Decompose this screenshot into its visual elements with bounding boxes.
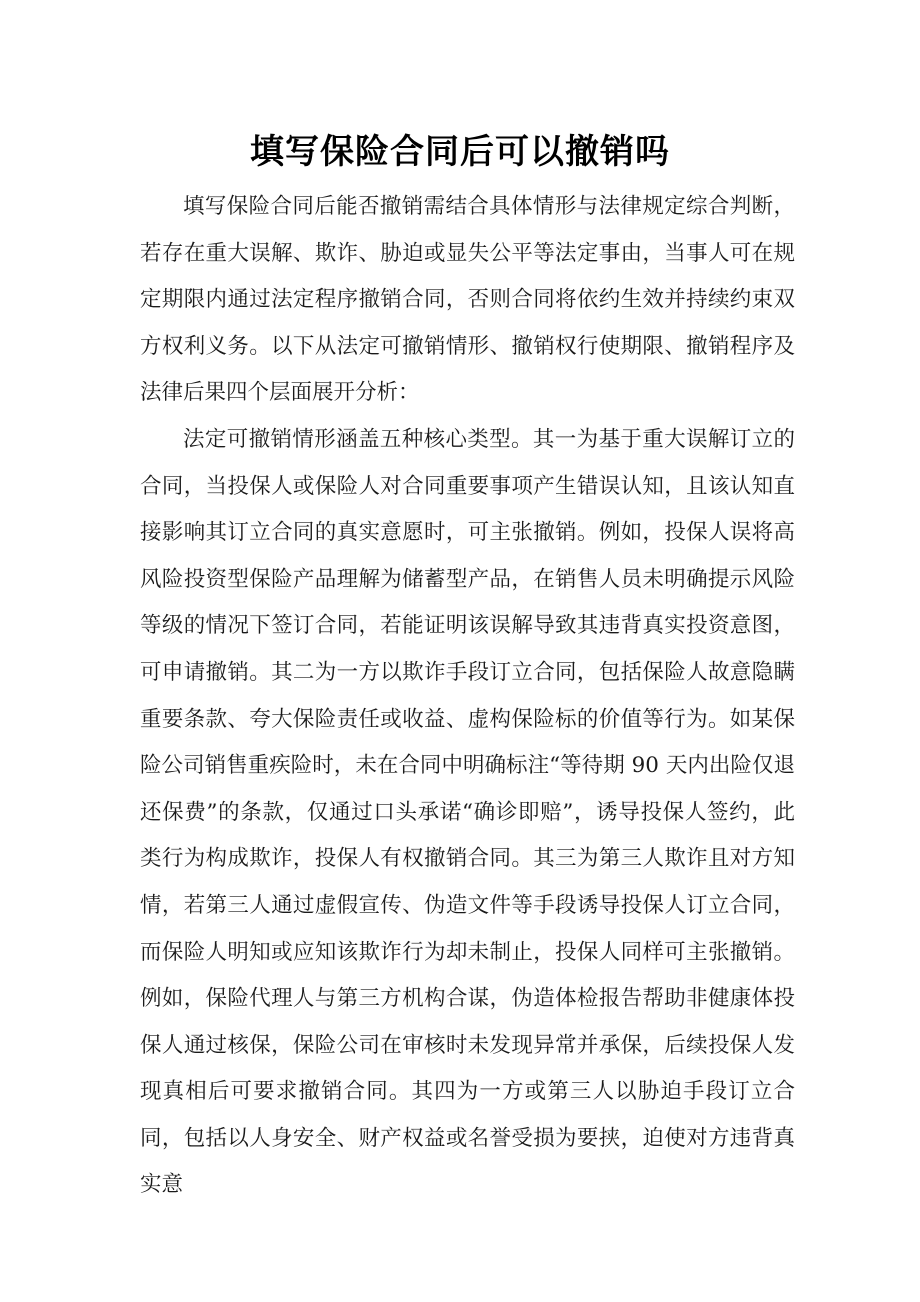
- document-title: 填写保险合同后可以撤销吗: [250, 132, 670, 172]
- paragraph-revocable-cases: 法定可撤销情形涵盖五种核心类型。其一为基于重大误解订立的合同，当投保人或保险人对合同重要事项产生错误认知，且该认知直接影响其订立合同的真实意愿时，可主张撤销。例如，投保人误将高风险投资型保险产品理解为储蓄型产品，在销售人员未明确提示风险等级的情况下签订合同，若能证明该误解导致其违背真实投资意图，可申请撤销。其二为一方以欺诈手段订立合同，包括保险人故意隐瞒重要条款、夸大保险责任或收益、虚构保险标的价值等行为。如某保险公司销售重疾险时，未在合同中明确标注“等待期 90 天内出险仅退还保费”的条款，仅通过口头承诺“确诊即赔”，诱导投保人签约，此类行为构成欺诈，投保人有权撤销合同。其三为第三人欺诈且对方知情，若第三人通过虚假宣传、伪造文件等手段诱导投保人订立合同，而保险人明知或应知该欺诈行为却未制止，投保人同样可主张撤销。例如，保险代理人与第三方机构合谋，伪造体检报告帮助非健康体投保人通过核保，保险公司在审核时未发现异常并承保，后续投保人发现真相后可要求撤销合同。其四为一方或第三人以胁迫手段订立合同，包括以人身安全、财产权益或名誉受损为要挟，迫使对方违背真实意: [140, 426, 795, 1198]
- document-body: [140, 184, 795, 1209]
- paragraph-intro: 填写保险合同后能否撤销需结合具体情形与法律规定综合判断，若存在重大误解、欺诈、胁迫或显失公平等法定事由，当事人可在规定期限内通过法定程序撤销合同，否则合同将依约生效并持续约束双方权利义务。以下从法定可撤销情形、撤销权行使期限、撤销程序及法律后果四个层面展开分析：: [140, 194, 795, 406]
